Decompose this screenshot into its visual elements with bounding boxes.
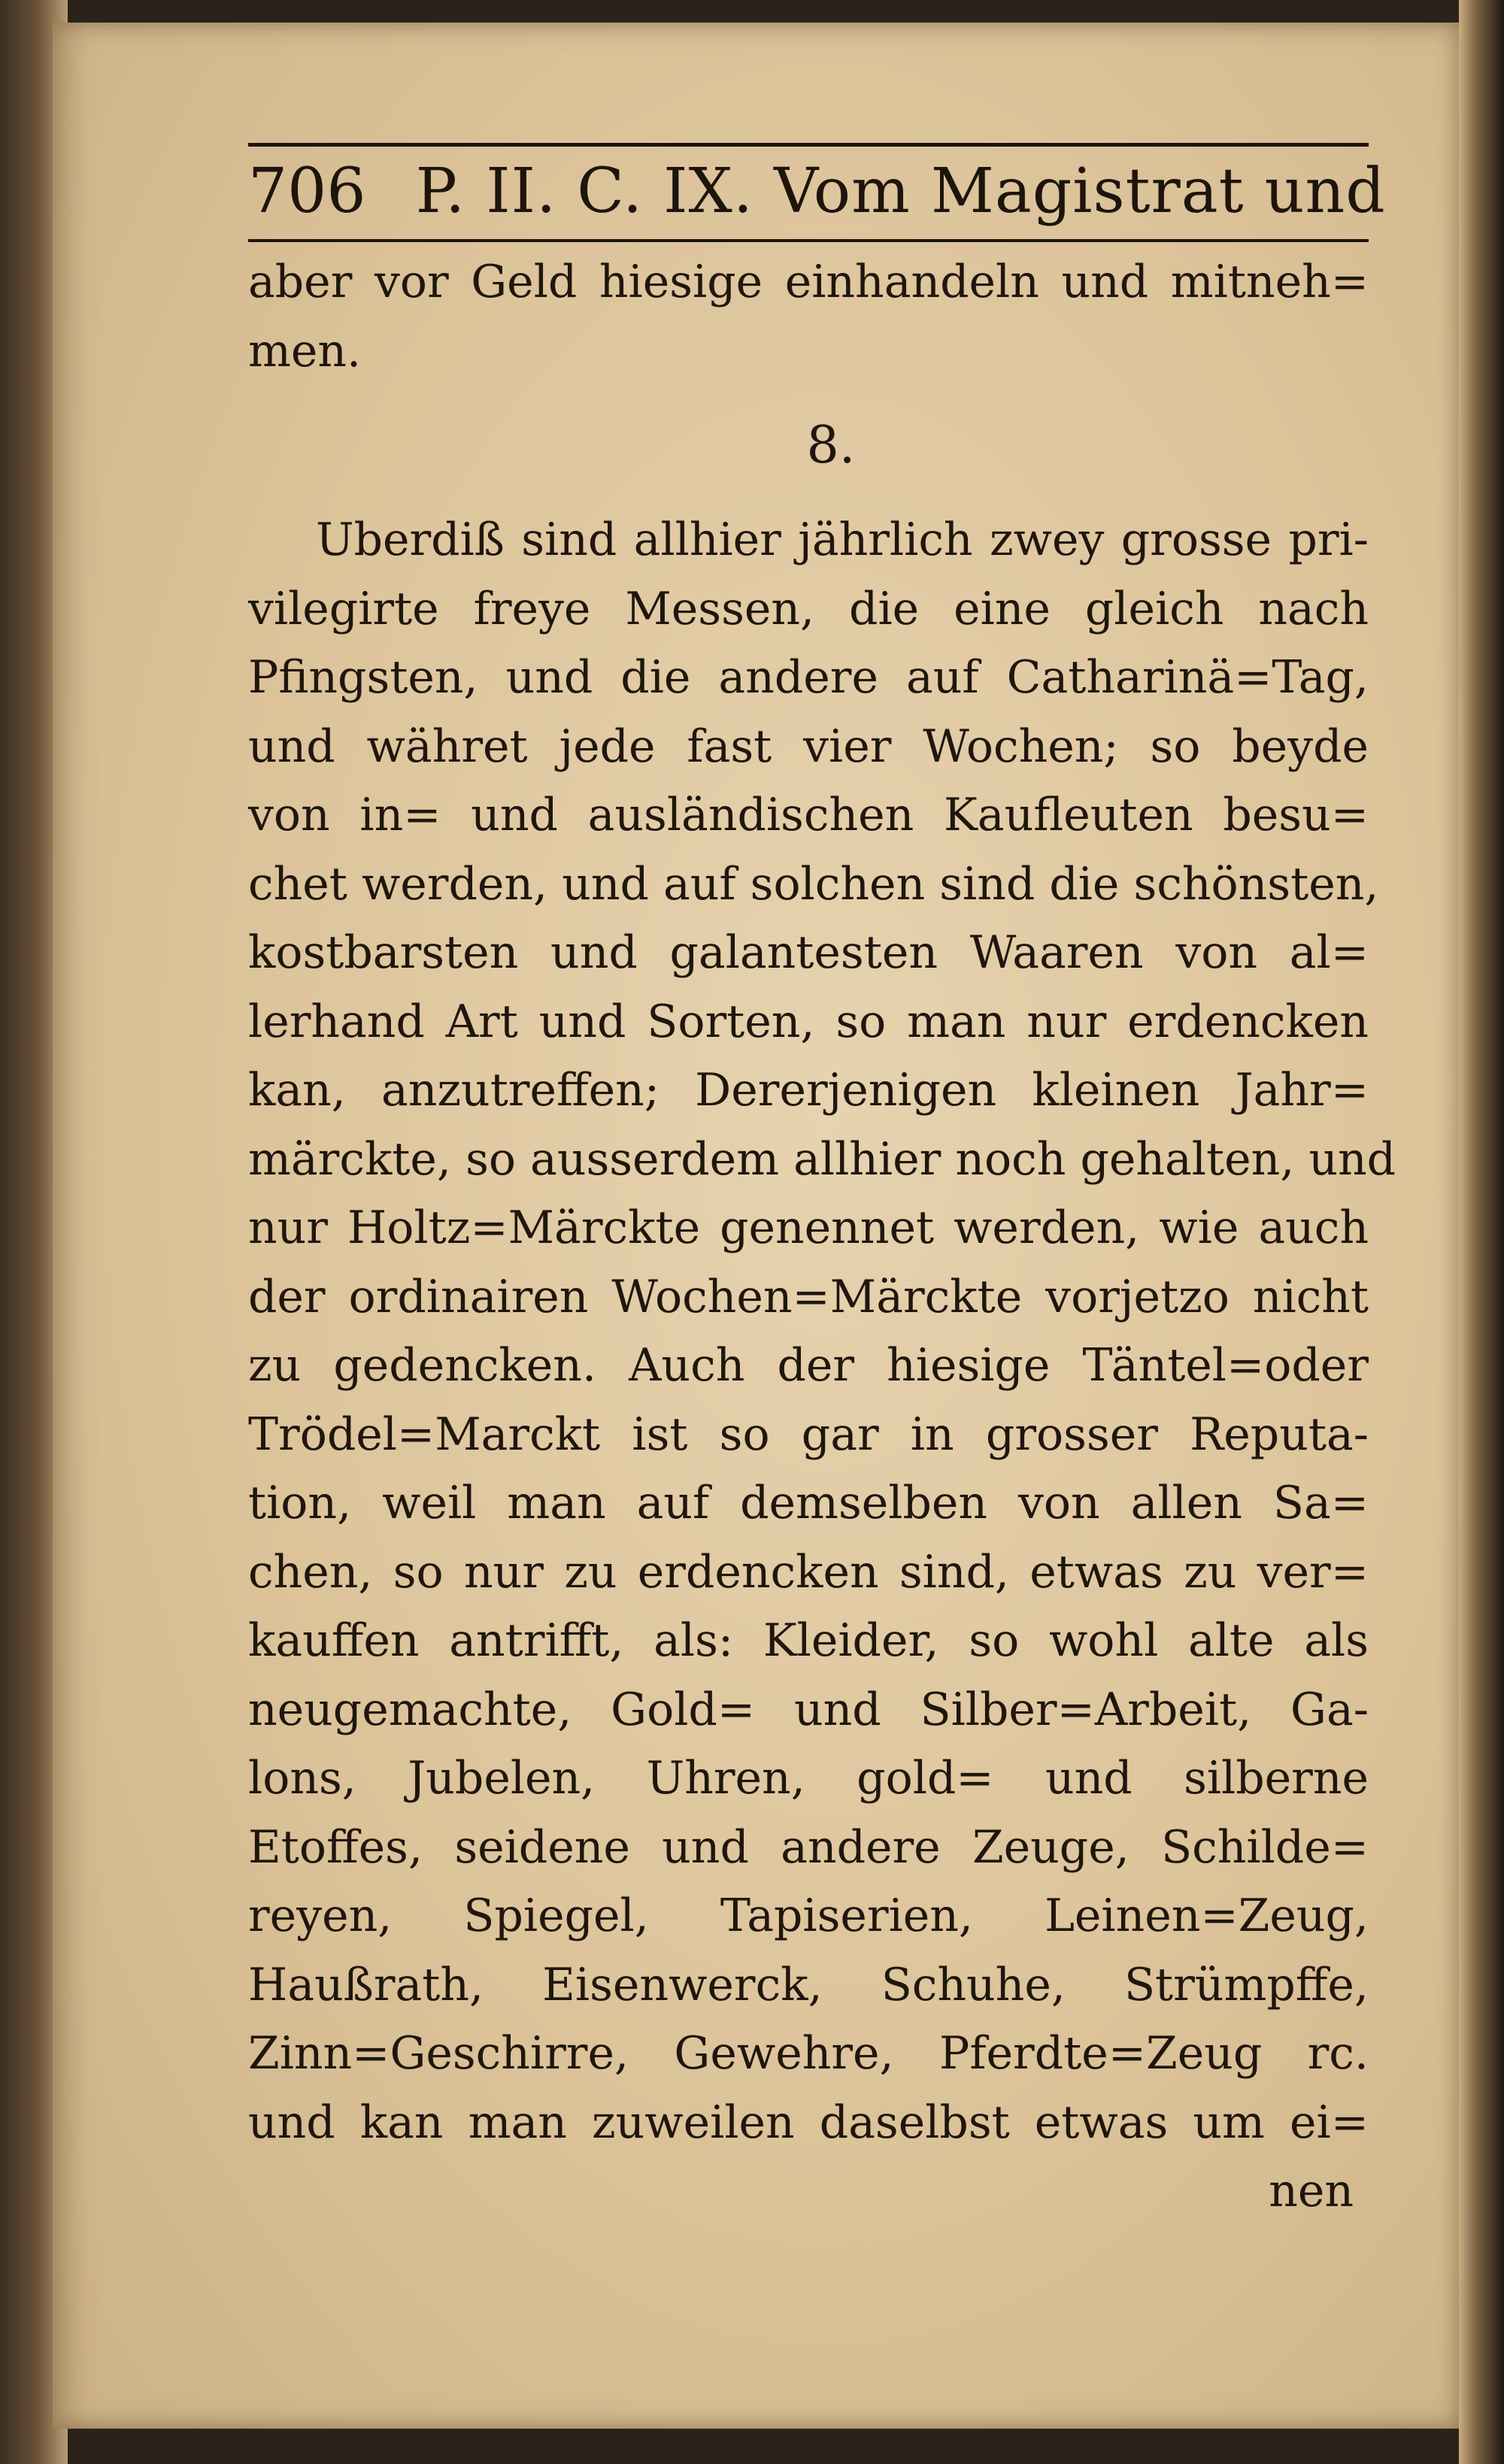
text-line: märckte, so ausserdem allhier noch gehalten, und bbox=[248, 1132, 1396, 1186]
text-line: kan, anzutreffen; Dererjenigen kleinen Jahr= bbox=[248, 1064, 1369, 1117]
text-line: kostbarsten und galantesten Waaren von al= bbox=[248, 926, 1369, 979]
page-header bbox=[248, 150, 1386, 233]
text-line: lerhand Art und Sorten, so man nur erdencken bbox=[248, 995, 1369, 1048]
text-line: Haußrath, Eisenwerck, Schuhe, Strümpffe, bbox=[248, 1958, 1369, 2011]
text-line: zu gedencken. Auch der hiesige Täntel=oder bbox=[248, 1339, 1369, 1392]
page-edge bbox=[1459, 0, 1504, 2464]
text-line: Trödel=Marckt ist so gar in grosser Reputa- bbox=[248, 1408, 1369, 1461]
catchword: nen bbox=[1269, 2165, 1354, 2217]
text-line: der ordinairen Wochen=Märckte vorjetzo nicht bbox=[248, 1270, 1369, 1323]
text-line: und währet jede fast vier Wochen; so beyde bbox=[248, 720, 1369, 773]
text-line: kauffen antrifft, als: Kleider, so wohl alte als bbox=[248, 1614, 1369, 1667]
header-rule-top bbox=[248, 143, 1369, 147]
text-line: und kan man zuweilen daselbst etwas um ei= bbox=[248, 2096, 1369, 2149]
text-line: lons, Jubelen, Uhren, gold= und silberne bbox=[248, 1752, 1369, 1805]
section-number: 8. bbox=[806, 416, 856, 475]
header-rule-bottom bbox=[248, 239, 1369, 242]
body-text bbox=[248, 248, 1396, 2226]
text-line: chen, so nur zu erdencken sind, etwas zu ver= bbox=[248, 1545, 1369, 1599]
text-line: nur Holtz=Märckte genennet werden, wie auch bbox=[248, 1202, 1369, 1254]
page-number: 706 bbox=[248, 156, 366, 227]
text-line: chet werden, und auf solchen sind die schönsten, bbox=[248, 857, 1379, 911]
text-line: Etoffes, seidene und andere Zeuge, Schilde= bbox=[248, 1820, 1369, 1874]
text-line: neugemachte, Gold= und Silber=Arbeit, Ga- bbox=[248, 1683, 1369, 1736]
text-line: tion, weil man auf demselben von allen Sa= bbox=[248, 1477, 1369, 1529]
text-line: Pfingsten, und die andere auf Catharinä=Tag, bbox=[248, 651, 1369, 704]
text-line: vilegirte freye Messen, die eine gleich nach bbox=[248, 582, 1369, 635]
text-line: reyen, Spiegel, Tapiserien, Leinen=Zeug, bbox=[248, 1890, 1369, 1942]
text-line: aber vor Geld hiesige einhandeln und mitneh= bbox=[248, 256, 1369, 308]
text-line: von in= und ausländischen Kaufleuten besu= bbox=[248, 789, 1369, 841]
text-line: men. bbox=[248, 324, 362, 377]
running-head: P. II. C. IX. Vom Magistrat und bbox=[415, 156, 1386, 227]
text-line: Uberdiß sind allhier jährlich zwey grosse pri- bbox=[316, 514, 1369, 566]
text-line: Zinn=Geschirre, Gewehre, Pferdte=Zeug rc. bbox=[248, 2027, 1369, 2080]
